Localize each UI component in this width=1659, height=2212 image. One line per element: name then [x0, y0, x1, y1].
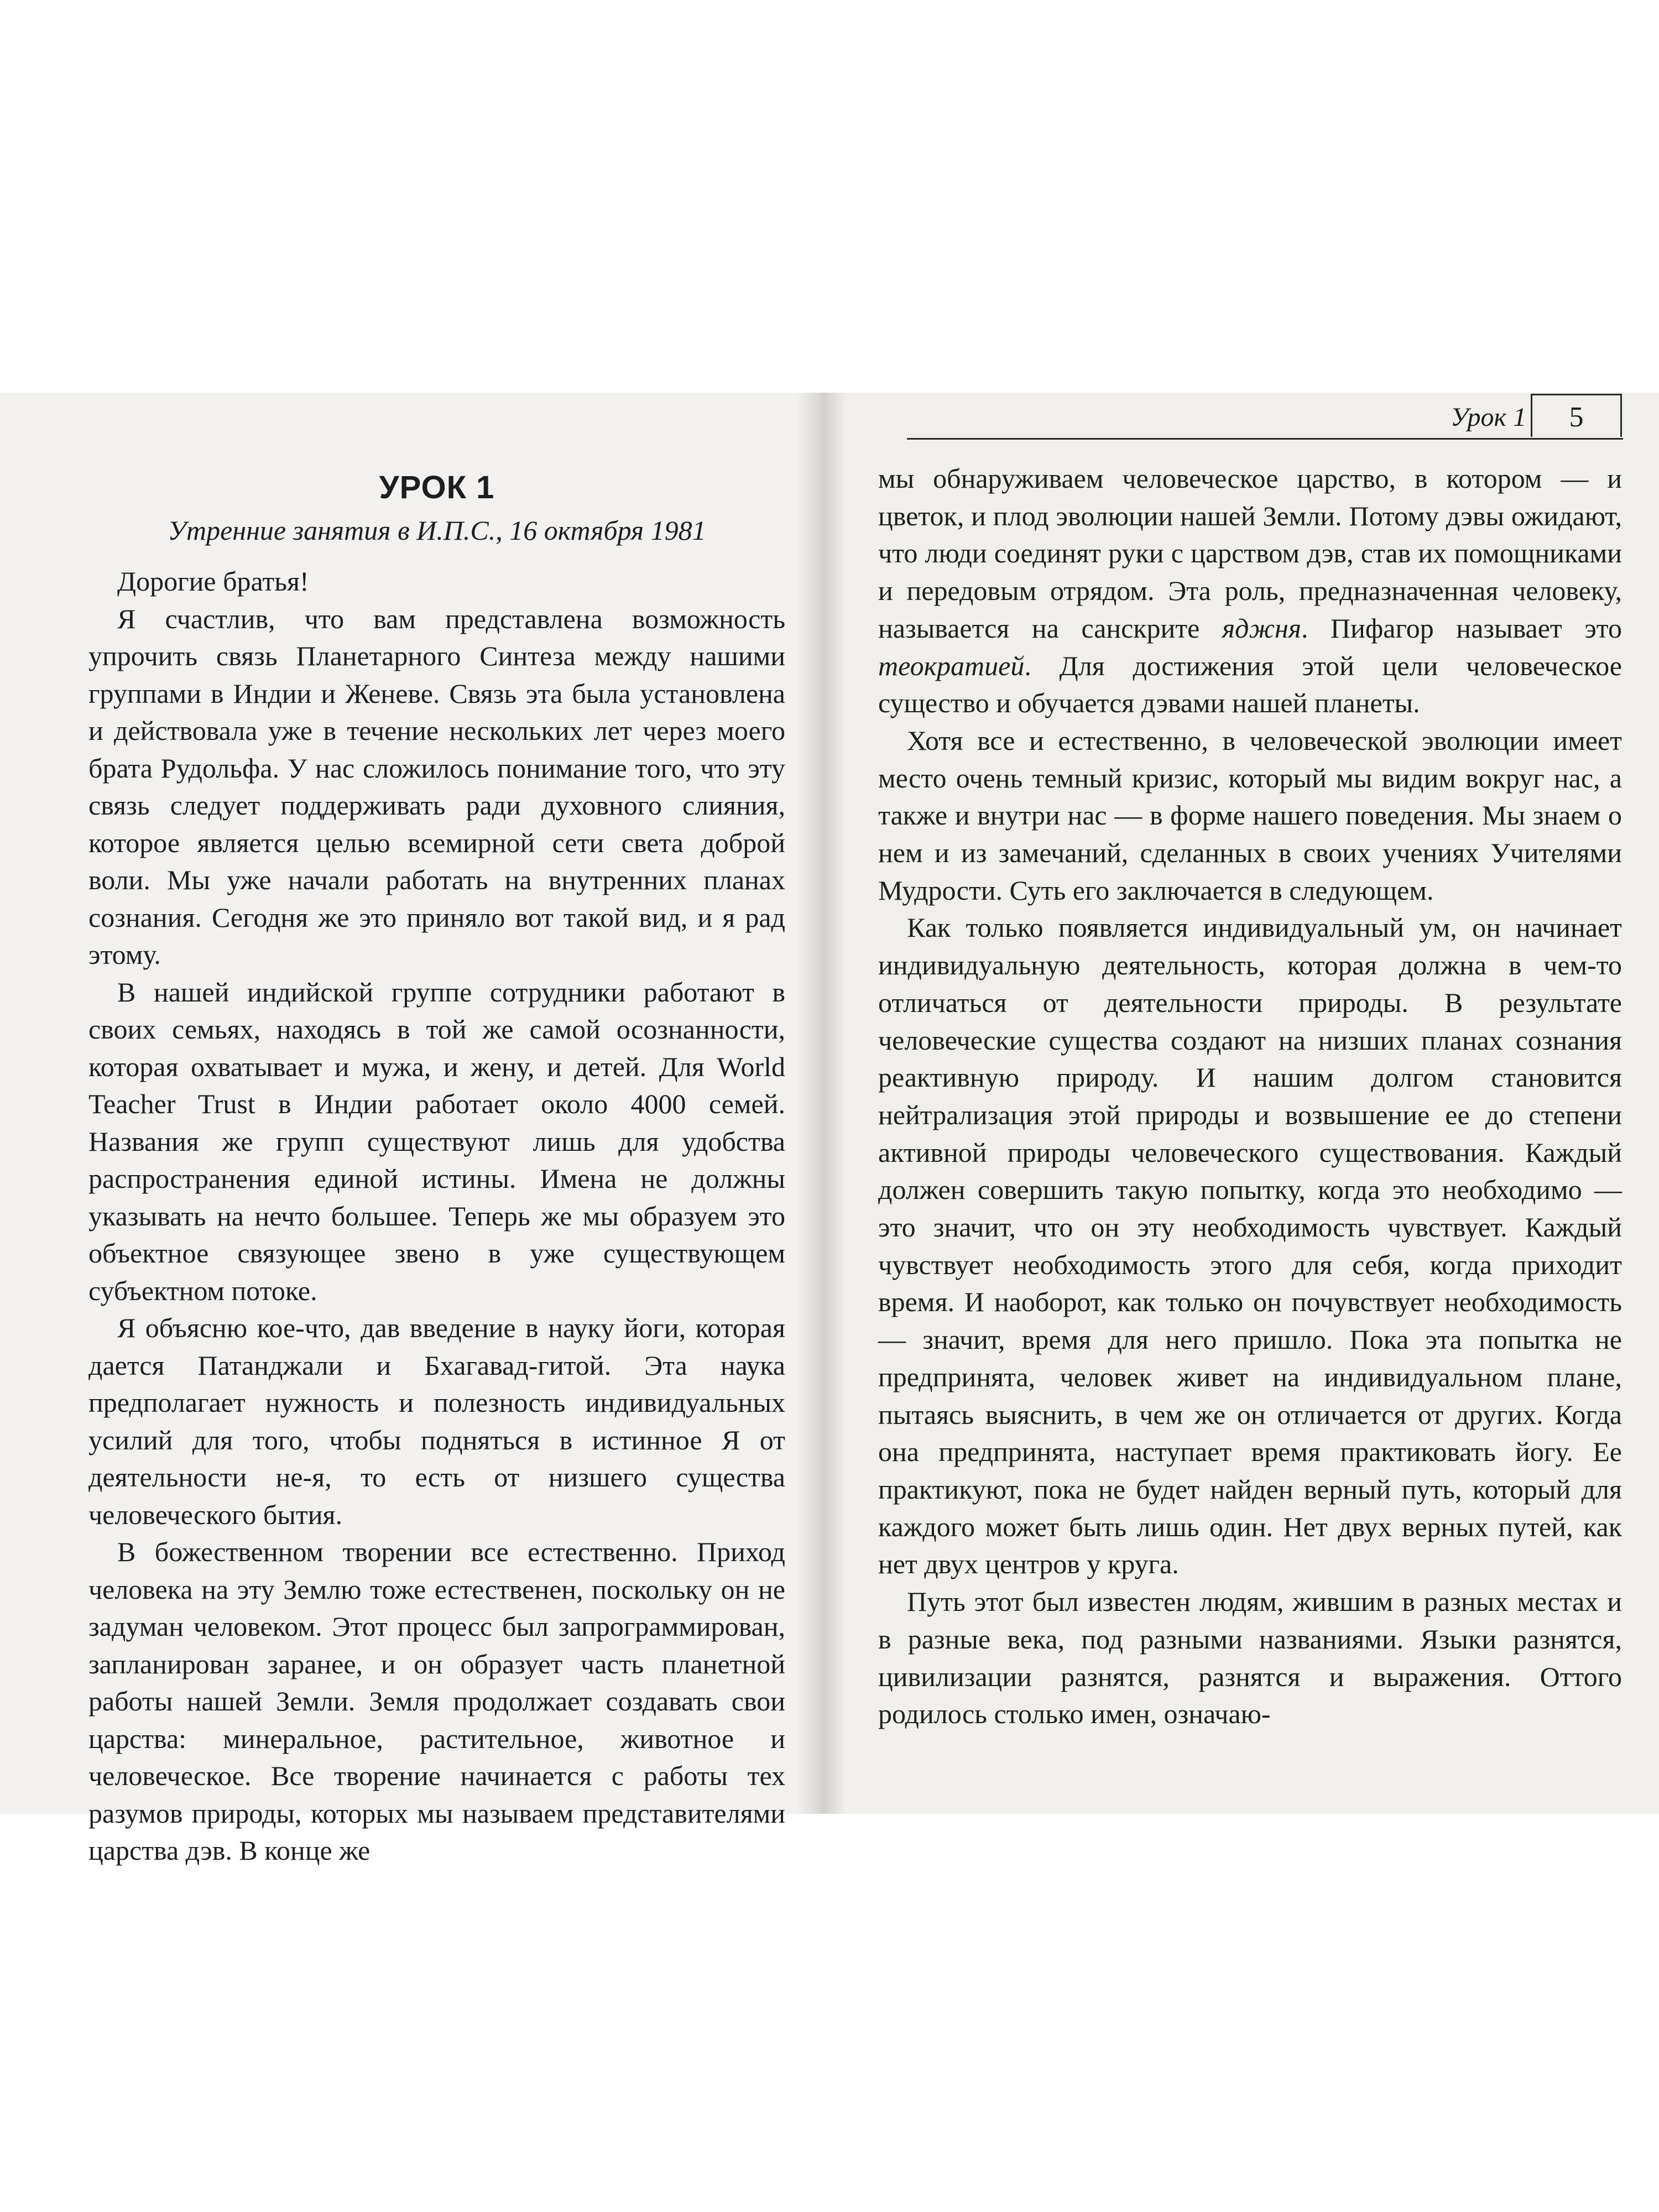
body-paragraph: Как только появляется индивидуальный ум, он начинает индивидуальную деятельность, которая должна в чем-то отличаться от деятельности природы. В результате человеческие существа создают на низших планах сознания реактивную природу. И нашим долгом становится нейтрализация этой природы и возвышение ее до степени активной природы человеческого существования. Каждый должен совершить такую попытку, когда это необходимо — это значит, что он эту необходимость чувствует. Каждый чувствует необходимость этого для себя, когда приходит время. И наоборот, как только он почувствует необходимость — значит, время для него пришло. Пока эта попытка не предпринята, человек живет на индивидуальном плане, пытаясь выяснить, в чем же он отличается от других. Когда она предпринята, наступает время практиковать йогу. Ее практикуют, пока не будет найден верный путь, который для каждого может быть лишь один. Нет двух верных путей, как нет двух центров у круга.: [878, 912, 1622, 1580]
body-paragraph: Я счастлив, что вам представлена возможность упрочить связь Планетарного Синтеза между нашими группами в Индии и Женеве. Связь эта была установлена и действовала уже в течение нескольких лет через моего брата Рудольфа. У нас сложилось понимание того, что эту связь следует поддерживать ради духовного слияния, которое является целью всемирной сети света доброй воли. Мы уже начали работать на внутренних планах сознания. Сегодня же это приняло вот такой вид, и я рад этому.: [88, 603, 785, 970]
italic-term: теократией: [878, 650, 1025, 681]
right-page-text: [878, 460, 1622, 1733]
book-gutter: [796, 393, 846, 1814]
lesson-title: УРОК 1: [379, 469, 495, 505]
continued-paragraph: [878, 460, 1622, 722]
header-rule: [907, 438, 1623, 440]
body-paragraph: Я объясню кое-что, дав введение в науку йоги, которая дается Патанджали и Бхагавад-гитой. Эта наука предполагает нужность и полезность индивидуальных усилий для того, чтобы подняться в истинное Я от деятельности не-я, то есть от низшего существа человеческого бытия.: [88, 1312, 785, 1530]
text-run: . Пифагор называет это: [1301, 612, 1622, 644]
left-page-text: [88, 466, 785, 1870]
page-number: 5: [1531, 394, 1622, 437]
lesson-subtitle: Утренние занятия в И.П.С., 16 октября 1981: [168, 515, 706, 546]
greeting-paragraph: Дорогие братья!: [117, 566, 309, 597]
text-run: мы обнаруживаем человеческое царство, в котором — и цветок, и плод эволюции нашей Земли. Потому дэвы ожидают, что люди соединят руки с царством дэв, став их помощниками и передовым отрядом. Эта роль, предназначенная человеку, называется на санскрите: [878, 463, 1622, 644]
body-paragraph: Путь этот был известен людям, жившим в разных местах и в разные века, под разными названиями. Языки разнятся, цивилизации разнятся, разнятся и выражения. Оттого родилось столько имен, означаю-: [878, 1586, 1622, 1730]
text-run: . Для достижения этой цели человеческое существо и обучается дэвами нашей планеты.: [878, 650, 1622, 719]
body-paragraph: В божественном творении все естественно. Приход человека на эту Землю тоже естественен, поскольку он не задуман человеком. Этот процесс был запрограммирован, запланирован заранее, и он образует часть планетной работы нашей Земли. Земля продолжает создавать свои царства: минеральное, растительное, животное и человеческое. Все творение начинается с работы тех разумов природы, которых мы называем представителями царства дэв. В конце же: [88, 1536, 785, 1866]
running-head: Урок 1: [1451, 403, 1526, 432]
italic-term: яджня: [1222, 612, 1301, 644]
body-paragraph: Хотя все и естественно, в человеческой эволюции имеет место очень темный кризис, который мы видим вокруг нас, а также и внутри нас — в форме нашего поведения. Мы знаем о нем и из замечаний, сделанных в своих учениях Учителями Мудрости. Суть его заключается в следующем.: [878, 724, 1622, 906]
body-paragraph: В нашей индийской группе сотрудники работают в своих семьях, находясь в той же самой осознанности, которая охватывает и мужа, и жену, и детей. Для World Teacher Trust в Индии работает около 4000 семей. Названия же групп существуют лишь для удобства распространения единой истины. Имена не должны указывать на нечто большее. Теперь же мы образуем это объектное связующее звено в уже существующем субъектном потоке.: [88, 976, 785, 1306]
